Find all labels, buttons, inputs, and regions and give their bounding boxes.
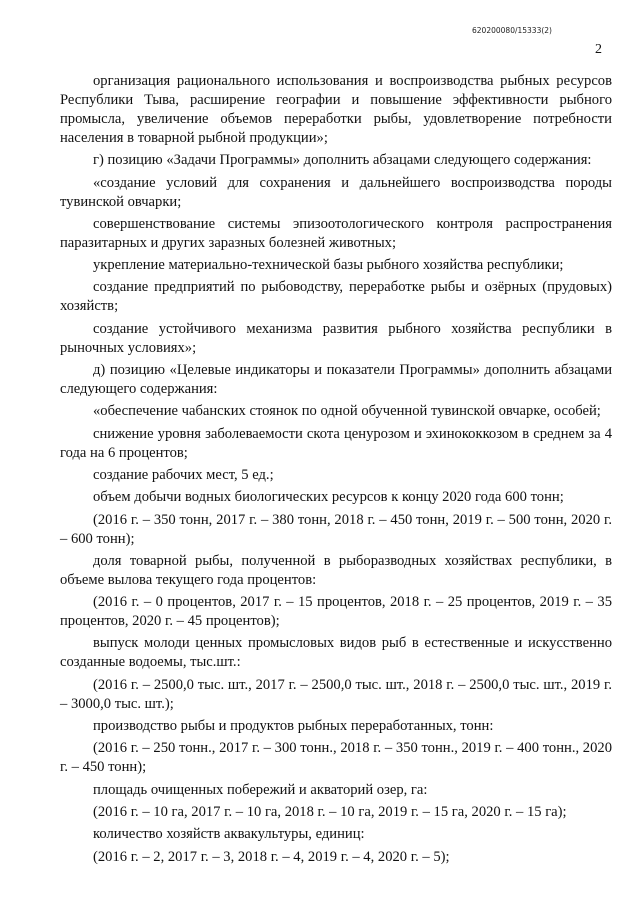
page-number: 2 bbox=[595, 42, 602, 57]
paragraph: снижение уровня заболеваемости скота ценурозом и эхинококкозом в среднем за 4 года на 6 процентов; bbox=[60, 425, 612, 461]
paragraph: (2016 г. – 0 процентов, 2017 г. – 15 процентов, 2018 г. – 25 процентов, 2019 г. – 35 процентов, 2020 г. – 45 процентов); bbox=[60, 594, 612, 630]
paragraph: (2016 г. – 250 тонн., 2017 г. – 300 тонн., 2018 г. – 350 тонн., 2019 г. – 400 тонн., 2020 г. – 450 тонн); bbox=[60, 740, 612, 776]
paragraph: доля товарной рыбы, полученной в рыборазводных хозяйствах республики, в объеме вылова текущего года процентов: bbox=[60, 552, 612, 588]
paragraph: «создание условий для сохранения и дальнейшего воспроизводства породы тувинской овчарки; bbox=[60, 174, 612, 210]
paragraph: г) позицию «Задачи Программы» дополнить абзацами следующего содержания: bbox=[93, 152, 592, 169]
paragraph: производство рыбы и продуктов рыбных переработанных, тонн: bbox=[93, 718, 494, 735]
paragraph: количество хозяйств аквакультуры, единиц: bbox=[93, 826, 365, 843]
document-id: 620200080/15333(2) bbox=[472, 26, 552, 35]
paragraph: создание рабочих мест, 5 ед.; bbox=[93, 466, 274, 483]
paragraph: создание устойчивого механизма развития рыбного хозяйства республики в рыночных условиях»; bbox=[60, 320, 612, 356]
paragraph: д) позицию «Целевые индикаторы и показатели Программы» дополнить абзацами следующего содержания: bbox=[60, 362, 612, 398]
paragraph: выпуск молоди ценных промысловых видов рыб в естественные и искусственно созданные водоемы, тыс.шт.: bbox=[60, 635, 612, 671]
paragraph: (2016 г. – 350 тонн, 2017 г. – 380 тонн, 2018 г. – 450 тонн, 2019 г. – 500 тонн, 2020 г. – 600 тонн); bbox=[60, 511, 612, 547]
paragraph: площадь очищенных побережий и акваторий озер, га: bbox=[93, 781, 428, 798]
paragraph: объем добычи водных биологических ресурсов к концу 2020 года 600 тонн; bbox=[93, 489, 564, 506]
paragraph: (2016 г. – 2500,0 тыс. шт., 2017 г. – 2500,0 тыс. шт., 2018 г. – 2500,0 тыс. шт., 2019 г. – 3000,0 тыс. шт.); bbox=[60, 676, 612, 712]
paragraph: создание предприятий по рыбоводству, переработке рыбы и озёрных (прудовых) хозяйств; bbox=[60, 279, 612, 315]
paragraph: (2016 г. – 2, 2017 г. – 3, 2018 г. – 4, 2019 г. – 4, 2020 г. – 5); bbox=[93, 848, 450, 865]
paragraph: (2016 г. – 10 га, 2017 г. – 10 га, 2018 г. – 10 га, 2019 г. – 15 га, 2020 г. – 15 га); bbox=[93, 803, 567, 820]
paragraph: укрепление материально-технической базы рыбного хозяйства республики; bbox=[93, 257, 564, 274]
paragraph: организация рационального использования и воспроизводства рыбных ресурсов Республики Тыва, расширение географии и повышение эффективности рыбного промысла, увеличение объемов переработки рыбы, удовлетворение потребности населения в товарной рыбной продукции»; bbox=[60, 73, 612, 146]
paragraph: «обеспечение чабанских стоянок по одной обученной тувинской овчарке, особей; bbox=[93, 403, 601, 420]
paragraph: совершенствование системы эпизоотологического контроля распространения паразитарных и других заразных болезней животных; bbox=[60, 215, 612, 251]
document-body bbox=[60, 72, 612, 870]
